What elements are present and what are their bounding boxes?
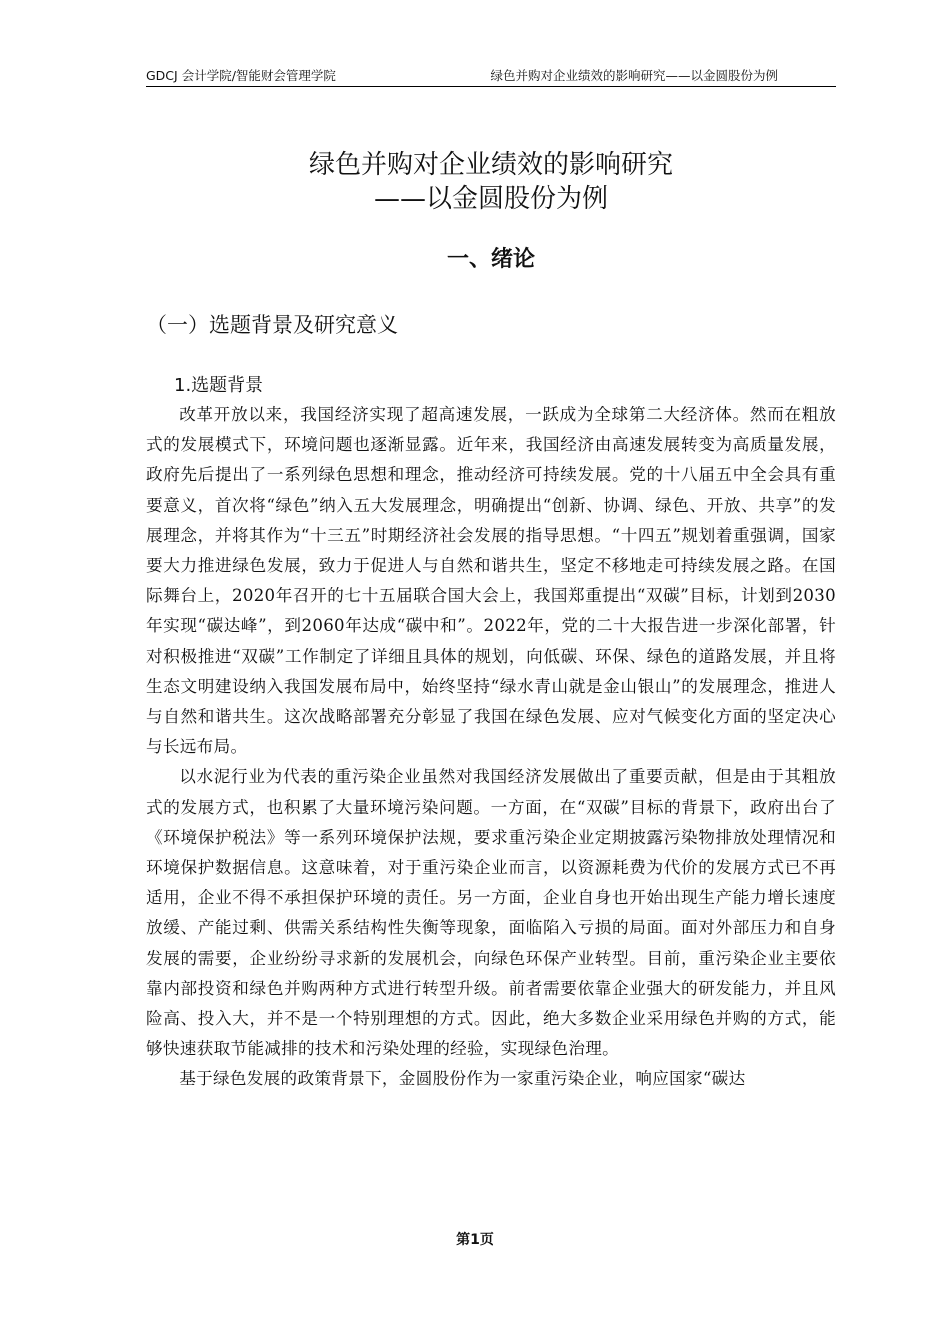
page-number: 第1页 [456,1232,494,1248]
paragraph: 基于绿色发展的政策背景下，金圆股份作为一家重污染企业，响应国家“碳达 [179,1069,746,1089]
paper-subtitle: ——以金圆股份为例 [373,184,608,214]
section-heading: （一）选题背景及研究意义 [146,313,398,337]
paper-title: 绿色并购对企业绩效的影响研究 [308,150,673,180]
running-header [146,68,836,87]
header-institution: GDCJ 会计学院/智能财会管理学院 [146,68,336,83]
paragraph: 改革开放以来，我国经济实现了超高速发展，一跃成为全球第二大经济体。然而在粗放式的发展模式下，环境问题也逐渐显露。近年来，我国经济由高速发展转变为高质量发展，政府先后提出了一系列绿色思想和理念，推动经济可持续发展。党的十八届五中全会具有重要意义，首次将“绿色”纳入五大发展理念，明确提出“创新、协调、绿色、开放、共享”的发展理念，并将其作为“十三五”时期经济社会发展的指导思想。“十四五”规划着重强调，国家要大力推进绿色发展，致力于促进人与自然和谐共生，坚定不移地走可持续发展之路。在国际舞台上，2020年召开的七十五届联合国大会上，我国郑重提出“双碳”目标，计划到2030年实现“碳达峰”，到2060年达成“碳中和”。2022年，党的二十大报告进一步深化部署，针对积极推进“双碳”工作制定了详细且具体的规划，向低碳、环保、绿色的道路发展，并且将生态文明建设纳入我国发展布局中，始终坚持“绿水青山就是金山银山”的发展理念，推进人与自然和谐共生。这次战略部署充分彰显了我国在绿色发展、应对气候变化方面的坚定决心与长远布局。 [146,405,836,757]
paragraph: 以水泥行业为代表的重污染企业虽然对我国经济发展做出了重要贡献，但是由于其粗放式的发展方式，也积累了大量环境污染问题。一方面，在“双碳”目标的背景下，政府出台了《环境保护税法》等一系列环境保护法规，要求重污染企业定期披露污染物排放处理情况和环境保护数据信息。这意味着，对于重污染企业而言，以资源耗费为代价的发展方式已不再适用，企业不得不承担保护环境的责任。另一方面，企业自身也开始出现生产能力增长速度放缓、产能过剩、供需关系结构性失衡等现象，面临陷入亏损的局面。面对外部压力和自身发展的需要，企业纷纷寻求新的发展机会，向绿色环保产业转型。目前，重污染企业主要依靠内部投资和绿色并购两种方式进行转型升级。前者需要依靠企业强大的研发能力，并且风险高、投入大，并不是一个特别理想的方式。因此，绝大多数企业采用绿色并购的方式，能够快速获取节能减排的技术和污染处理的经验，实现绿色治理。 [146,767,836,1059]
chapter-heading: 一、绪论 [446,247,535,272]
body-text [146,400,836,1095]
header-paper-title: 绿色并购对企业绩效的影响研究——以金圆股份为例 [490,68,778,83]
subsection-heading: 1.选题背景 [174,375,264,396]
